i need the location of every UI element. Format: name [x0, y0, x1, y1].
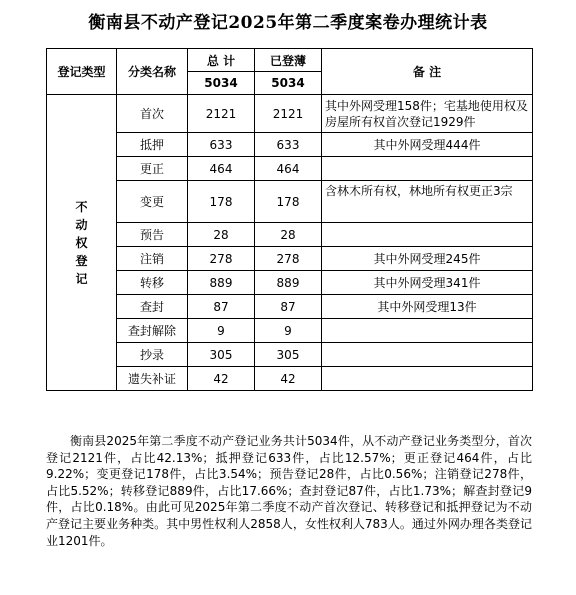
header-reg-type: 登记类型	[47, 49, 117, 95]
total-value: 87	[188, 295, 255, 319]
total-value: 42	[188, 367, 255, 391]
remark-text	[322, 157, 533, 181]
remark-text	[322, 343, 533, 367]
header-total: 总 计	[188, 49, 255, 72]
total-sum: 5034	[188, 72, 255, 95]
table-row	[47, 247, 533, 271]
total-value: 278	[188, 247, 255, 271]
header-registered: 已登薄	[255, 49, 322, 72]
total-value: 464	[188, 157, 255, 181]
remark-text	[322, 223, 533, 247]
registered-value: 87	[255, 295, 322, 319]
registered-value: 2121	[255, 95, 322, 133]
remark-text: 其中外网受理341件	[322, 271, 533, 295]
reg-type-cell: 不 动 权 登 记	[47, 95, 117, 391]
table-row	[47, 295, 533, 319]
table-row	[47, 223, 533, 247]
table-row	[47, 319, 533, 343]
remark-text: 其中外网受理444件	[322, 133, 533, 157]
total-value: 9	[188, 319, 255, 343]
total-value: 178	[188, 181, 255, 223]
header-category: 分类名称	[117, 49, 188, 95]
category-name: 查封	[117, 295, 188, 319]
remark-text	[322, 319, 533, 343]
document-title: 衡南县不动产登记2025年第二季度案卷办理统计表	[88, 13, 488, 33]
summary-paragraph: 衡南县2025年第二季度不动产登记业务共计5034件，从不动产登记业务类型分，首次登记2121件，占比42.13%；抵押登记633件，占比12.57%；更正登记464件，占比9.22%；变更登记178件，占比3.54%；预告登记28件，占比0.56%；注销登记278件，占比5.52%；转移登记889件，占比17.66%；查封登记87件，占比1.73%；解查封登记9件，占比0.18%。由此可见2025年第二季度不动产首次登记、转移登记和抵押登记为不动产登记主要业务种类。其中男性权利人2858人，女性权利人783人。通过外网办理各类登记业1201件。	[46, 434, 532, 548]
total-value: 28	[188, 223, 255, 247]
registered-value: 178	[255, 181, 322, 223]
registered-value: 9	[255, 319, 322, 343]
total-value: 633	[188, 133, 255, 157]
total-value: 305	[188, 343, 255, 367]
category-name: 转移	[117, 271, 188, 295]
remark-text: 其中外网受理13件	[322, 295, 533, 319]
remark-text: 含林木所有权，林地所有权更正3宗	[322, 181, 533, 223]
table-row	[47, 343, 533, 367]
category-name: 查封解除	[117, 319, 188, 343]
category-name: 遗失补证	[117, 367, 188, 391]
remark-text: 其中外网受理158件；宅基地使用权及房屋所有权首次登记1929件	[322, 95, 533, 133]
registered-value: 305	[255, 343, 322, 367]
category-name: 变更	[117, 181, 188, 223]
table-row	[47, 271, 533, 295]
registered-value: 278	[255, 247, 322, 271]
registered-value: 633	[255, 133, 322, 157]
registered-value: 889	[255, 271, 322, 295]
category-name: 更正	[117, 157, 188, 181]
table-row	[47, 95, 533, 133]
registered-sum: 5034	[255, 72, 322, 95]
registered-value: 28	[255, 223, 322, 247]
category-name: 抄录	[117, 343, 188, 367]
table-row	[47, 133, 533, 157]
category-name: 预告	[117, 223, 188, 247]
remark-text: 其中外网受理245件	[322, 247, 533, 271]
registered-value: 42	[255, 367, 322, 391]
statistics-table	[46, 48, 533, 391]
table-row	[47, 157, 533, 181]
category-name: 抵押	[117, 133, 188, 157]
header-remark: 备 注	[322, 49, 533, 95]
category-name: 注销	[117, 247, 188, 271]
table-row	[47, 367, 533, 391]
category-name: 首次	[117, 95, 188, 133]
total-value: 889	[188, 271, 255, 295]
registered-value: 464	[255, 157, 322, 181]
total-value: 2121	[188, 95, 255, 133]
table-row	[47, 181, 533, 223]
remark-text	[322, 367, 533, 391]
